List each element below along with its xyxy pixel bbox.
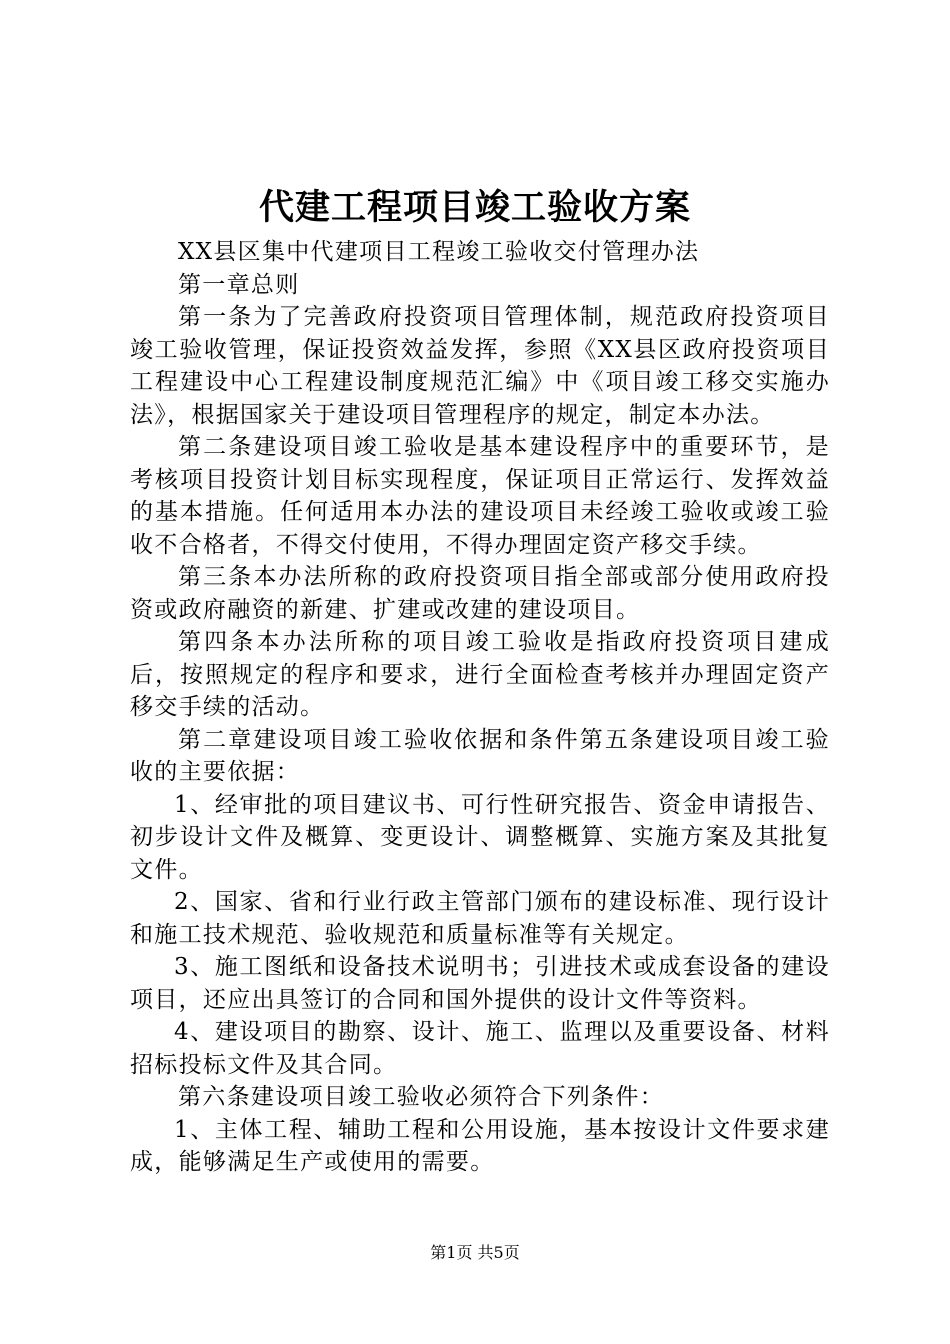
- list-item-paragraph: 3、施工图纸和设备技术说明书；引进技术或成套设备的建设项目，还应出具签订的合同和国外提供的设计文件等资料。: [130, 954, 830, 1013]
- chapter-article-paragraph: 第二章建设项目竣工验收依据和条件第五条建设项目竣工验收的主要依据：: [130, 726, 830, 785]
- list-item-paragraph: 1、经审批的项目建议书、可行性研究报告、资金申请报告、初步设计文件及概算、变更设计、调整概算、实施方案及其批复文件。: [130, 791, 830, 883]
- page-number-footer: 第1页 共5页: [430, 1243, 520, 1262]
- article-paragraph: 第六条建设项目竣工验收必须符合下列条件：: [178, 1084, 664, 1110]
- article-paragraph: 第四条本办法所称的项目竣工验收是指政府投资项目建成后，按照规定的程序和要求，进行全面检查考核并办理固定资产移交手续的活动。: [130, 629, 830, 720]
- list-item-paragraph: 4、建设项目的勘察、设计、施工、监理以及重要设备、材料招标投标文件及其合同。: [130, 1019, 830, 1078]
- subtitle-paragraph: XX县区集中代建项目工程竣工验收交付管理办法: [178, 239, 700, 265]
- article-paragraph: 第二条建设项目竣工验收是基本建设程序中的重要环节，是考核项目投资计划目标实现程度，保证项目正常运行、发挥效益的基本措施。任何适用本办法的建设项目未经竣工验收或竣工验收不合格者，不得交付使用，不得办理固定资产移交手续。: [130, 434, 830, 558]
- article-paragraph: 第三条本办法所称的政府投资项目指全部或部分使用政府投资或政府融资的新建、扩建或改建的建设项目。: [130, 564, 830, 623]
- document-body: [130, 236, 830, 1179]
- document-title: 代建工程项目竣工验收方案: [258, 187, 691, 228]
- list-item-paragraph: 2、国家、省和行业行政主管部门颁布的建设标准、现行设计和施工技术规范、验收规范和质量标准等有关规定。: [130, 889, 830, 948]
- chapter-heading: 第一章总则: [178, 271, 300, 298]
- list-item-paragraph: 1、主体工程、辅助工程和公用设施，基本按设计文件要求建成，能够满足生产或使用的需要。: [130, 1116, 830, 1175]
- article-paragraph: 第一条为了完善政府投资项目管理体制，规范政府投资项目竣工验收管理，保证投资效益发挥，参照《XX县区政府投资项目工程建设中心工程建设制度规范汇编》中《项目竣工移交实施办法》，根据国家关于建设项目管理程序的规定，制定本办法。: [130, 304, 830, 428]
